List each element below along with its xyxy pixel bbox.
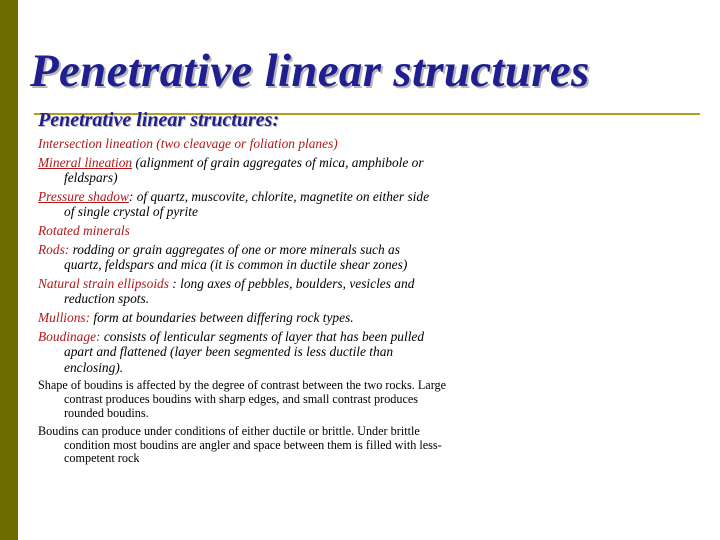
list-item (38, 276, 433, 307)
item-term: Natural strain ellipsoids (38, 275, 169, 291)
item-term: Pressure shadow (38, 188, 129, 204)
slide-subtitle: Penetrative linear structures: (38, 109, 280, 131)
slide-title: Penetrative linear structures (30, 45, 590, 97)
item-term: Mineral lineation (38, 154, 133, 170)
item-term: Mullions: (38, 309, 91, 325)
list-item (38, 242, 433, 273)
slide-body (38, 136, 447, 470)
list-item (38, 155, 433, 186)
list-item (38, 189, 433, 220)
list-item (38, 136, 433, 152)
list-item (38, 223, 433, 239)
list-item (38, 310, 433, 326)
item-text: (alignment of grain aggregates of mica, amphibole or feldspars) (64, 154, 424, 186)
note-paragraph: Boudins can produce under conditions of either ductile or brittle. Under brittle condition most boudins are angler and space between them is filled with less-competent rock (38, 423, 442, 466)
left-accent-bar (0, 0, 18, 540)
item-text: rodding or grain aggregates of one or more minerals such as quartz, feldspars and mica (it is common in ductile shear zones) (64, 241, 408, 273)
item-term: Rods: (38, 241, 70, 257)
item-term: Rotated minerals (38, 222, 130, 238)
item-term: Boudinage: (38, 328, 101, 344)
note-paragraph: Shape of boudins is affected by the degree of contrast between the two rocks. Large contrast produces boudins with sharp edges, and small contrast produces rounded boudins. (38, 378, 447, 420)
item-text: form at boundaries between differing rock types. (90, 309, 354, 325)
item-term: Intersection lineation (two cleavage or foliation planes) (38, 136, 338, 151)
item-text: : of quartz, muscovite, chlorite, magnetite on either side of single crystal of pyrite (64, 188, 430, 220)
item-text: : long axes of pebbles, boulders, vesicles and reduction spots. (64, 275, 415, 307)
item-text: consists of lenticular segments of layer that has been pulled apart and flattened (layer been segmented is less ductile than enclosing). (64, 328, 425, 375)
list-item (38, 329, 433, 376)
